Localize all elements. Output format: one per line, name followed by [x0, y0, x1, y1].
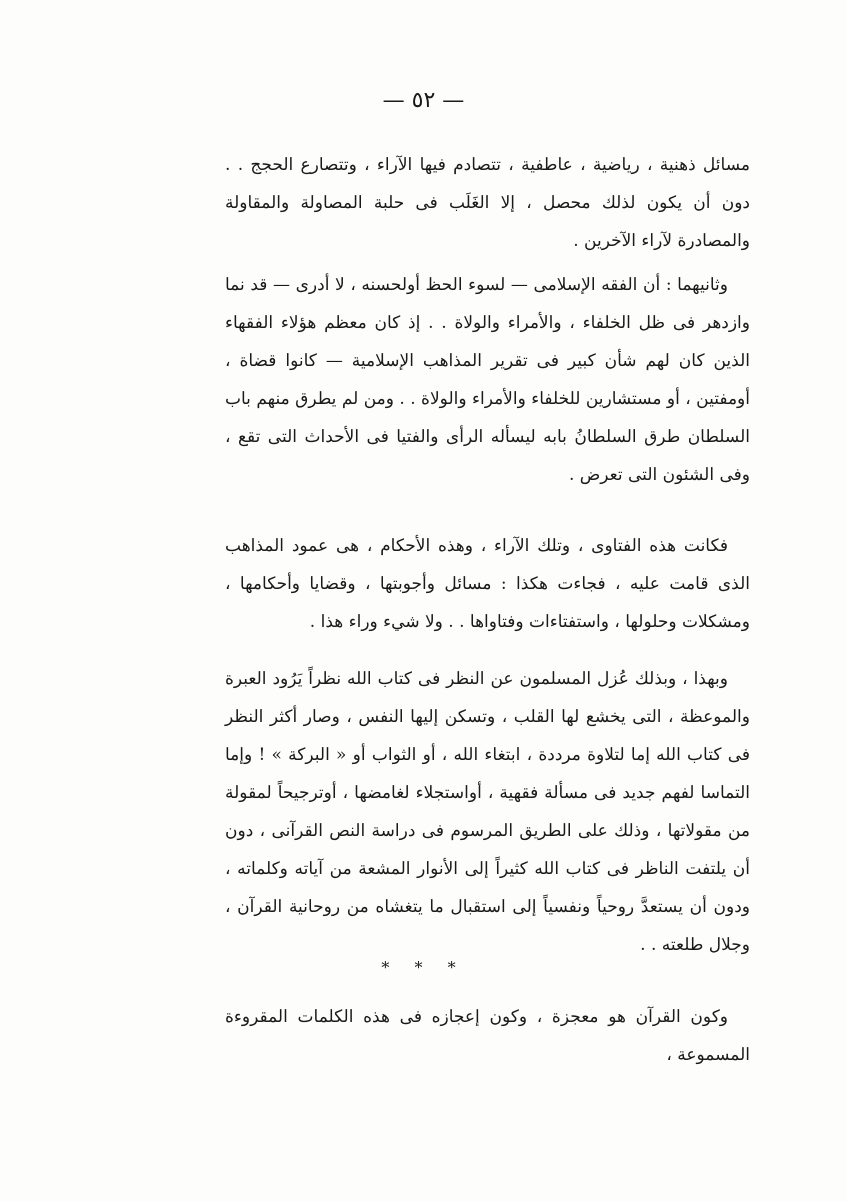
paragraph-2: وثانيهما : أن الفقه الإسلامى — لسوء الحظ أولحسنه ، لا أدرى — قد نما وازدهر فى ظل الخلفاء ، والأمراء والولاة . . إذ كان معظم هؤلاء الفقهاء الذين كان لهم شأن كبير فى تقرير المذاهب الإسلامية — كانوا قضاة ، أومفتين ، أو مستشارين للخلفاء والأمراء والولاة . . ومن لم يطرق منهم باب السلطان طرق السلطانُ بابه ليسأله الرأى والفتيا فى الأحداث التى تقع ، وفى الشئون التى تعرض .	[225, 275, 750, 485]
paragraph-3: فكانت هذه الفتاوى ، وتلك الآراء ، وهذه الأحكام ، هى عمود المذاهب الذى قامت عليه ، فجاءت هكذا : مسائل وأجوبتها ، وقضايا وأحكامها ، ومشكلات وحلولها ، واستفتاءات وفتاواها . . ولا شيء وراء هذا .	[225, 536, 750, 632]
paragraph-4-block	[225, 660, 750, 964]
paragraph-2-block	[225, 266, 750, 494]
paragraph-1-block	[225, 146, 750, 260]
paragraph-1: مسائل ذهنية ، رياضية ، عاطفية ، تتصادم فيها الآراء ، وتتصارع الحجج . . دون أن يكون لذلك محصل ، إلا الغَلَب فى حلبة المصاولة والمقاولة والمصادرة لآراء الآخرين .	[225, 155, 750, 251]
paragraph-3-block	[225, 527, 750, 641]
paragraph-4: وبهذا ، وبذلك عُزل المسلمون عن النظر فى كتاب الله نظراً يَرُود العبرة والموعظة ، التى يخشع لها القلب ، وتسكن إليها النفس ، وصار أكثر النظر فى كتاب الله إما لتلاوة مرددة ، ابتغاء الله ، أو الثواب أو « البركة » ! وإما التماسا لفهم جديد فى مسألة فقهية ، أواستجلاء لغامضها ، أوترجيحاً لمقولة من مقولاتها ، وذلك على الطريق المرسوم فى دراسة النص القرآنى ، دون أن يلتفت الناظر فى كتاب الله كثيراً إلى الأنوار المشعة من آياته وكلماته ، ودون أن يستعدَّ روحياً ونفسياً إلى استقبال ما يتغشاه من روحانية القرآن ، وجلال طلعته . .	[225, 669, 750, 955]
closing-line-block	[225, 998, 750, 1074]
closing-line: وكون القرآن هو معجزة ، وكون إعجازه فى هذه الكلمات المقروءة المسموعة ،	[225, 1007, 750, 1065]
page-number: — ٥٢ —	[382, 88, 465, 113]
section-separator: * * *	[381, 958, 466, 977]
